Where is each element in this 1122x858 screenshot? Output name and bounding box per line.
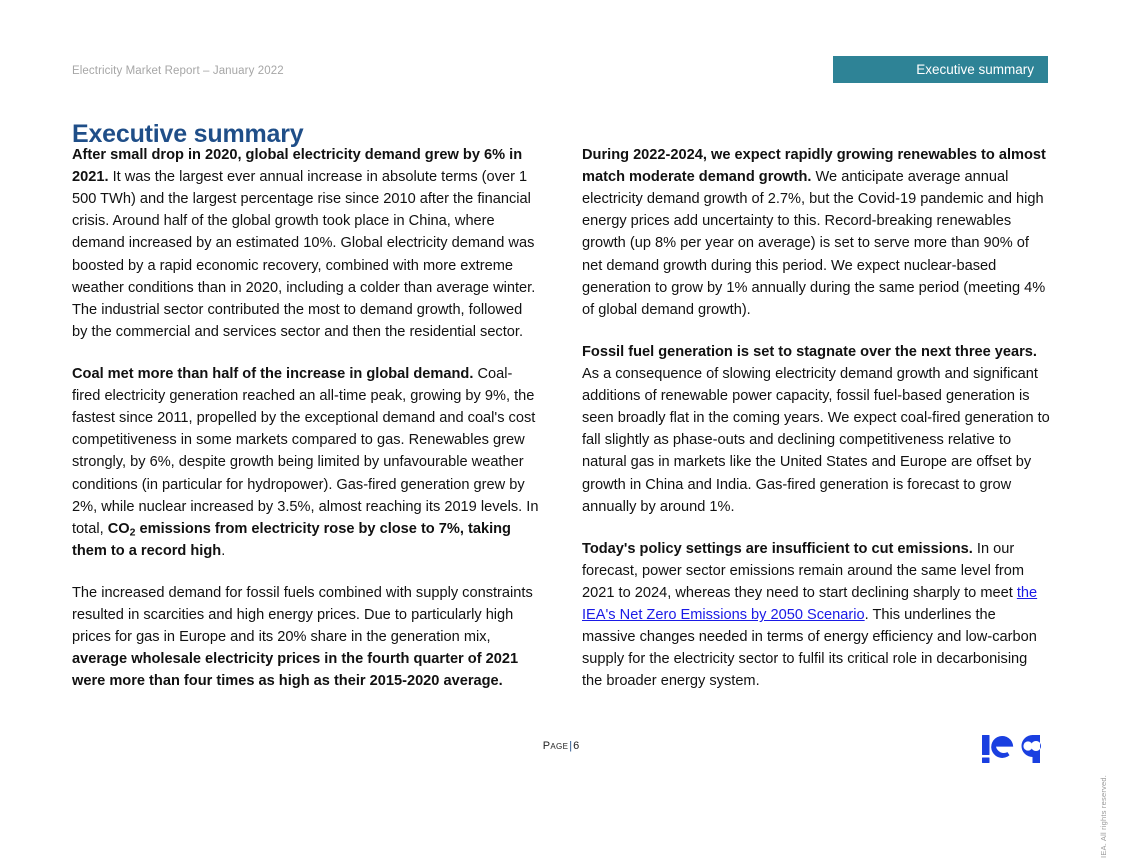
paragraph-lead: Today's policy settings are insufficient to cut emissions. <box>582 540 973 557</box>
paragraph-lead: Fossil fuel generation is set to stagnate over the next three years. <box>582 343 1037 360</box>
running-header: Electricity Market Report – January 2022 <box>72 65 284 77</box>
paragraph-body: It was the largest ever annual increase in absolute terms (over 1 500 TWh) and the largest percentage rise since 2010 after the financial crisis. Around half of the global growth took place in China, where demand increased by an estimated 10%. Global electricity demand was boosted by a rapid economic recovery, combined with more extreme weather conditions than in 2020, including a colder than average winter. The industrial sector contributed the most to demand growth, followed by the commercial and services sector and then the residential sector. <box>72 169 536 340</box>
paragraph-fossil-fuel <box>582 341 1050 518</box>
paragraph-prices <box>72 582 540 693</box>
co2-bold-prefix: CO <box>107 520 130 537</box>
body-columns <box>72 144 1050 693</box>
paragraph-body: As a consequence of slowing electricity demand growth and significant additions of renewable power capacity, fossil fuel-based generation is seen broadly flat in the coming years. We expect coal-fired generation to fall slightly as phase-outs and declining competitiveness relative to natural gas in markets like the United States and Europe are offset by growth in China and India. Gas-fired generation is forecast to grow annually by around 1%. <box>582 365 1050 515</box>
page-title: Executive summary <box>72 119 304 148</box>
left-column <box>72 144 540 693</box>
paragraph-renewables-forecast <box>582 144 1050 321</box>
paragraph-bold: average wholesale electricity prices in the fourth quarter of 2021 were more than four times as high as their 2015-2020 average. <box>72 651 519 690</box>
paragraph-body: Coal-fired electricity generation reached an all-time peak, growing by 9%, the fastest since 2011, propelled by the exceptional demand and coal's cost competitiveness in some markets compared to gas. Renewables grew strongly, by 6%, despite growth being limited by unfavourable weather conditions (in particular for hydropower). Gas-fired generation grew by 2%, while nuclear increased by 3.5%, almost reaching its 2019 levels. In total, <box>72 365 539 537</box>
footer-page-word: Page <box>542 740 569 752</box>
section-tab <box>833 56 1048 83</box>
copyright-notice: IEA. All rights reserved. <box>1099 775 1108 858</box>
paragraph-body: We anticipate average annual electricity demand growth of 2.7%, but the Covid-19 pandemic and high energy prices add uncertainty to this. Record-breaking renewables growth (up 8% per year on average) is set to serve more than 90% of net demand growth during this period. We expect nuclear-based generation to grow by 1% annually during the same period (meeting 4% of global demand growth). <box>582 169 1046 318</box>
paragraph-body: In our forecast, power sector emissions remain around the same level from 2021 to 2024, whereas they need to start declining sharply to meet <box>582 540 1025 601</box>
right-column <box>582 144 1050 693</box>
footer-page-number <box>0 740 1122 752</box>
co2-subscript: 2 <box>129 526 136 539</box>
paragraph-demand-growth <box>72 144 540 343</box>
paragraph-policy <box>582 538 1050 693</box>
paragraph-body-after-link: . This underlines the massive changes needed in terms of energy efficiency and low-carbon supply for the electricity sector to fulfil its critical role in decarbonising the broader energy system. <box>582 607 1037 690</box>
footer-separator: | <box>569 740 573 752</box>
paragraph-body: The increased demand for fossil fuels combined with supply constraints resulted in scarcities and high energy prices. Due to particularly high prices for gas in Europe and its 20% share in the generation mix, <box>72 584 533 646</box>
paragraph-lead: During 2022-2024, we expect rapidly growing renewables to almost match moderate demand growth. <box>582 147 1046 186</box>
iea-logo <box>980 729 1052 763</box>
footer-number: 6 <box>573 740 580 752</box>
paragraph-lead: After small drop in 2020, global electricity demand grew by 6% in 2021. <box>72 147 523 186</box>
paragraph-coal <box>72 363 540 562</box>
paragraph-lead: Coal met more than half of the increase in global demand. <box>72 365 474 382</box>
net-zero-scenario-link[interactable]: the IEA's Net Zero Emissions by 2050 Scenario <box>582 584 1038 624</box>
paragraph-bold-tail: emissions from electricity rose by close to 7%, taking them to a record high <box>72 520 511 559</box>
paragraph-end: . <box>221 542 226 559</box>
section-tab-label: Executive summary <box>916 62 1034 77</box>
